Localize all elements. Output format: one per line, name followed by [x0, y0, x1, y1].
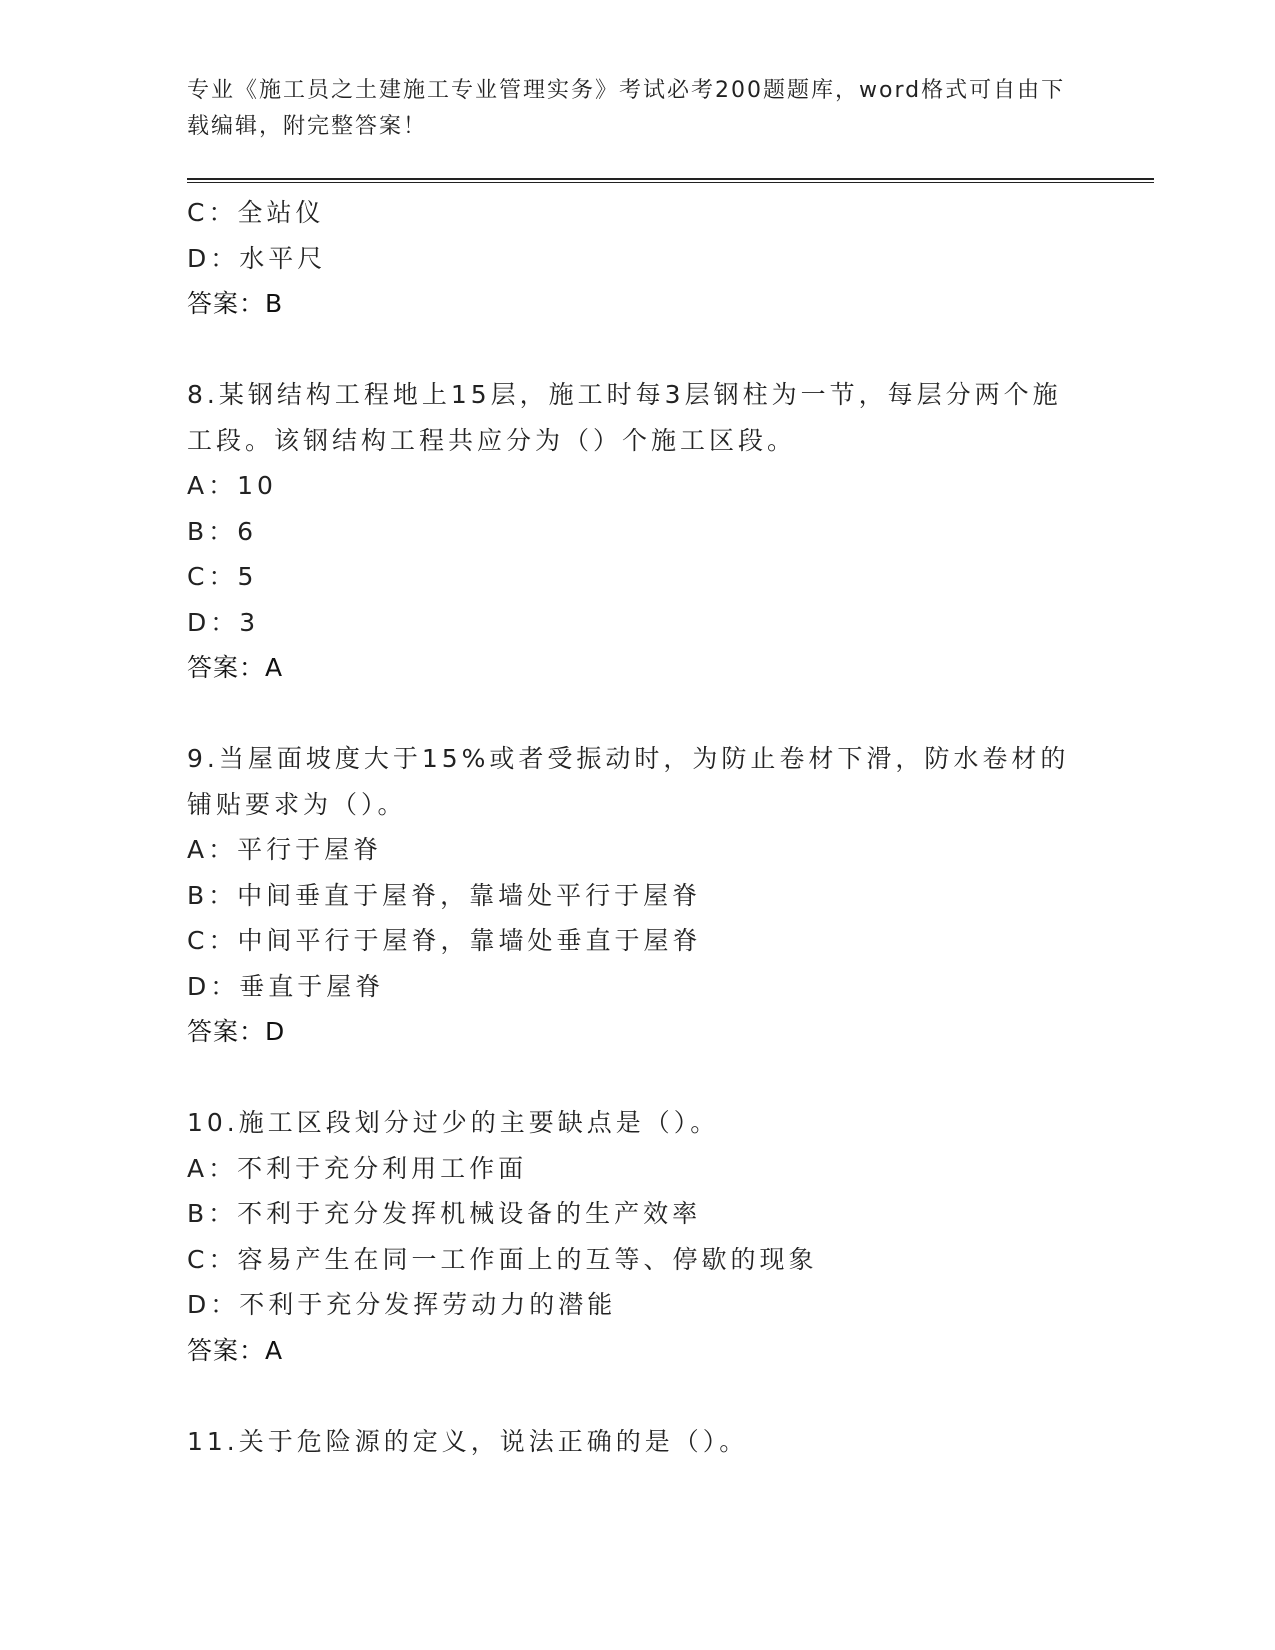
answer: 答案：B	[187, 289, 284, 318]
page-header: 专业《施工员之土建施工专业管理实务》考试必考200题题库，word格式可自由下载编辑，附完整答案！	[187, 78, 1066, 139]
option-b: B：6	[187, 516, 258, 546]
answer: 答案：A	[187, 1335, 284, 1365]
question-stem: 10.施工区段划分过少的主要缺点是（）。	[187, 1108, 720, 1137]
option-a: A：平行于屋脊	[187, 835, 383, 864]
option-d: D：不利于充分发挥劳动力的潜能	[187, 1290, 617, 1319]
answer: 答案：D	[187, 1017, 286, 1046]
option-c: C：5	[187, 562, 258, 591]
option-a: A：10	[187, 471, 277, 500]
option-a: A：不利于充分利用工作面	[187, 1153, 528, 1183]
question-stem: 9.当屋面坡度大于15%或者受振动时，为防止卷材下滑，防水卷材的铺贴要求为（）。	[187, 744, 1070, 819]
option-d: D：水平尺	[187, 243, 327, 273]
question-list	[187, 190, 1087, 1464]
option-c: C：中间平行于屋脊，靠墙处垂直于屋脊	[187, 926, 702, 955]
header-rule-thin	[187, 182, 1154, 183]
question-stem: 11.关于危险源的定义，说法正确的是（）。	[187, 1426, 749, 1456]
option-b: B：不利于充分发挥机械设备的生产效率	[187, 1199, 702, 1228]
answer: 答案：A	[187, 653, 284, 682]
header-rule	[187, 178, 1154, 180]
option-c: C：全站仪	[187, 198, 325, 227]
question-stem: 8.某钢结构工程地上15层，施工时每3层钢柱为一节，每层分两个施工段。该钢结构工程共应分为（）个施工区段。	[187, 380, 1062, 455]
option-c: C：容易产生在同一工作面上的互等、停歇的现象	[187, 1244, 818, 1274]
option-d: D：3	[187, 607, 260, 637]
option-b: B：中间垂直于屋脊，靠墙处平行于屋脊	[187, 880, 702, 910]
option-d: D：垂直于屋脊	[187, 971, 385, 1001]
